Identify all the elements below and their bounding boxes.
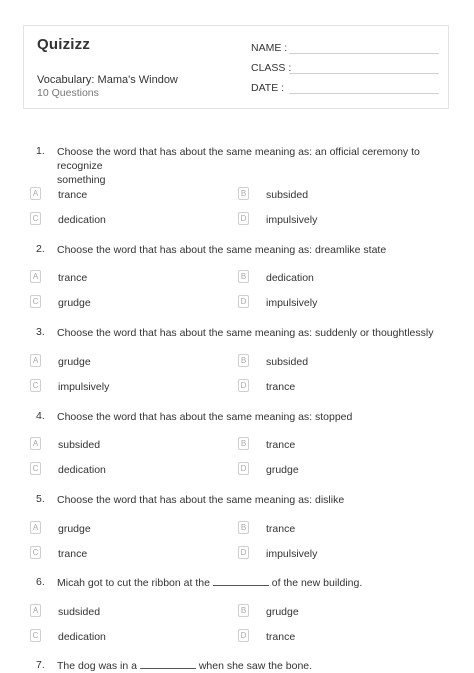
date-label: DATE :	[251, 82, 285, 94]
option-text: dedication	[58, 214, 106, 226]
option-letter: D	[238, 629, 249, 642]
option-text: grudge	[266, 464, 299, 476]
quizizz-logo: Quizizz	[37, 36, 91, 53]
option-letter: B	[238, 521, 249, 534]
option-letter: B	[238, 187, 249, 200]
option-text: trance	[266, 631, 296, 643]
option-text: trance	[266, 439, 296, 451]
option-text: impulsively	[266, 297, 318, 309]
option-text: grudge	[58, 297, 91, 309]
option-letter: D	[238, 212, 249, 225]
question-text: Choose the word that has about the same meaning as: stopped	[57, 411, 353, 423]
question-number: 5.	[36, 493, 45, 505]
option-text: grudge	[58, 523, 91, 535]
option-letter: A	[30, 354, 41, 367]
option-text: subsided	[58, 439, 101, 451]
option-text: grudge	[58, 356, 91, 368]
option-text: impulsively	[266, 548, 318, 560]
worksheet-title: Vocabulary: Mama's Window	[37, 74, 178, 86]
option-text: impulsively	[58, 381, 110, 393]
question-text: Micah got to cut the ribbon at the of the new building.	[57, 577, 363, 589]
option-letter: A	[30, 604, 41, 617]
option-letter: A	[30, 521, 41, 534]
option-text: trance	[58, 548, 88, 560]
option-letter: C	[30, 295, 41, 308]
option-letter: D	[238, 462, 249, 475]
option-letter: A	[30, 437, 41, 450]
option-text: subsided	[266, 356, 309, 368]
option-letter: C	[30, 212, 41, 225]
option-letter: A	[30, 270, 41, 283]
option-letter: B	[238, 437, 249, 450]
name-field[interactable]	[289, 53, 439, 54]
question-number: 1.	[36, 145, 45, 157]
option-text: trance	[58, 272, 88, 284]
option-letter: D	[238, 379, 249, 392]
option-text: subsided	[266, 189, 309, 201]
date-field[interactable]	[289, 93, 439, 94]
option-letter: C	[30, 379, 41, 392]
question-text: The dog was in a when she saw the bone.	[57, 660, 313, 672]
question-text: Choose the word that has about the same meaning as: an official ceremony to recognize something	[57, 146, 420, 186]
question-text: Choose the word that has about the same meaning as: suddenly or thoughtlessly	[57, 327, 434, 339]
option-text: dedication	[58, 631, 106, 643]
worksheet-header	[23, 25, 449, 109]
option-letter: B	[238, 354, 249, 367]
answer-blank	[213, 576, 269, 586]
class-label: CLASS :	[251, 62, 292, 74]
option-text: sudsided	[58, 606, 101, 618]
question-number: 2.	[36, 243, 45, 255]
name-label: NAME :	[251, 42, 288, 54]
question-number: 7.	[36, 659, 45, 671]
option-text: trance	[266, 523, 296, 535]
option-text: grudge	[266, 606, 299, 618]
question-number: 3.	[36, 326, 45, 338]
option-letter: C	[30, 546, 41, 559]
class-field[interactable]	[289, 73, 439, 74]
option-text: trance	[266, 381, 296, 393]
option-text: impulsively	[266, 214, 318, 226]
option-text: dedication	[266, 272, 314, 284]
question-number: 4.	[36, 410, 45, 422]
option-letter: A	[30, 187, 41, 200]
question-count: 10 Questions	[37, 87, 99, 99]
option-text: dedication	[58, 464, 106, 476]
option-letter: B	[238, 604, 249, 617]
option-text: trance	[58, 189, 88, 201]
option-letter: B	[238, 270, 249, 283]
question-text: Choose the word that has about the same meaning as: dislike	[57, 494, 345, 506]
option-letter: D	[238, 295, 249, 308]
option-letter: D	[238, 546, 249, 559]
answer-blank	[140, 659, 196, 669]
option-letter: C	[30, 629, 41, 642]
question-text: Choose the word that has about the same meaning as: dreamlike state	[57, 244, 387, 256]
option-letter: C	[30, 462, 41, 475]
question-number: 6.	[36, 576, 45, 588]
